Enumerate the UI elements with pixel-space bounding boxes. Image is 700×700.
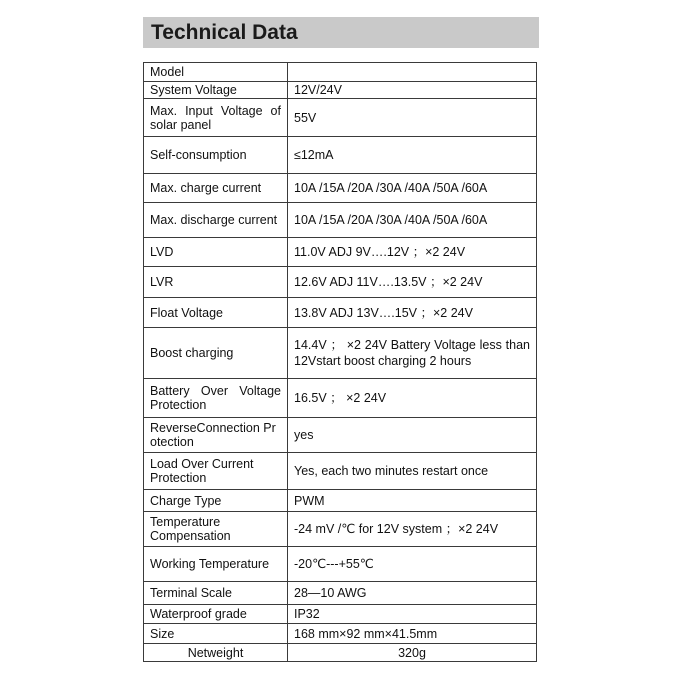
row-label: Boost charging [144, 328, 288, 379]
table-row [144, 453, 537, 490]
row-label: Max. Input Voltage of solar panel [144, 99, 288, 137]
row-value: 13.8V ADJ 13V….15V ；×2 24V [288, 298, 537, 328]
row-value: 14.4V ； ×2 24V Battery Voltage less than 12Vstart boost charging 2 hours [288, 328, 537, 379]
technical-data-table [143, 62, 537, 662]
row-label: Temperature Compensation [144, 512, 288, 547]
table-row [144, 99, 537, 137]
row-label: Charge Type [144, 490, 288, 512]
row-value: yes [288, 418, 537, 453]
row-value: 10A /15A /20A /30A /40A /50A /60A [288, 203, 537, 238]
row-label: Size [144, 624, 288, 644]
table-row [144, 267, 537, 298]
row-value: 10A /15A /20A /30A /40A /50A /60A [288, 174, 537, 203]
row-value: 320g [288, 644, 537, 662]
row-value: -24 mV /℃ for 12V system ；×2 24V [288, 512, 537, 547]
table-row [144, 512, 537, 547]
row-value: 16.5V ； ×2 24V [288, 379, 537, 418]
row-label: Waterproof grade [144, 605, 288, 624]
table-row [144, 490, 537, 512]
table-row [144, 644, 537, 662]
table-row [144, 418, 537, 453]
table-row [144, 379, 537, 418]
row-value: IP32 [288, 605, 537, 624]
row-label: System Voltage [144, 82, 288, 99]
row-value: ≤12mA [288, 137, 537, 174]
table-row [144, 82, 537, 99]
row-label: LVD [144, 238, 288, 267]
row-label: Battery Over Voltage Protection [144, 379, 288, 418]
row-label: Netweight [144, 644, 288, 662]
row-label: ReverseConnection Protection [144, 418, 288, 453]
row-value [288, 63, 537, 82]
row-label: Float Voltage [144, 298, 288, 328]
row-value: 11.0V ADJ 9V….12V ；×2 24V [288, 238, 537, 267]
table-row [144, 605, 537, 624]
row-label: Max. charge current [144, 174, 288, 203]
row-label: Self-consumption [144, 137, 288, 174]
row-label: LVR [144, 267, 288, 298]
table-row [144, 582, 537, 605]
row-value: 55V [288, 99, 537, 137]
table-row [144, 547, 537, 582]
row-value: -20℃---+55℃ [288, 547, 537, 582]
row-label: Max. discharge current [144, 203, 288, 238]
table-row [144, 174, 537, 203]
row-label: Terminal Scale [144, 582, 288, 605]
row-value: Yes, each two minutes restart once [288, 453, 537, 490]
row-value: PWM [288, 490, 537, 512]
row-value: 168 mm×92 mm×41.5mm [288, 624, 537, 644]
table-row [144, 137, 537, 174]
table-row [144, 298, 537, 328]
row-label: Model [144, 63, 288, 82]
table-row [144, 238, 537, 267]
table-row [144, 328, 537, 379]
table-row [144, 203, 537, 238]
table-row [144, 624, 537, 644]
row-value: 28—10 AWG [288, 582, 537, 605]
row-value: 12V/24V [288, 82, 537, 99]
table-row [144, 63, 537, 82]
row-label: Working Temperature [144, 547, 288, 582]
page-title: Technical Data [143, 17, 539, 48]
row-label: Load Over Current Protection [144, 453, 288, 490]
row-value: 12.6V ADJ 11V….13.5V ；×2 24V [288, 267, 537, 298]
